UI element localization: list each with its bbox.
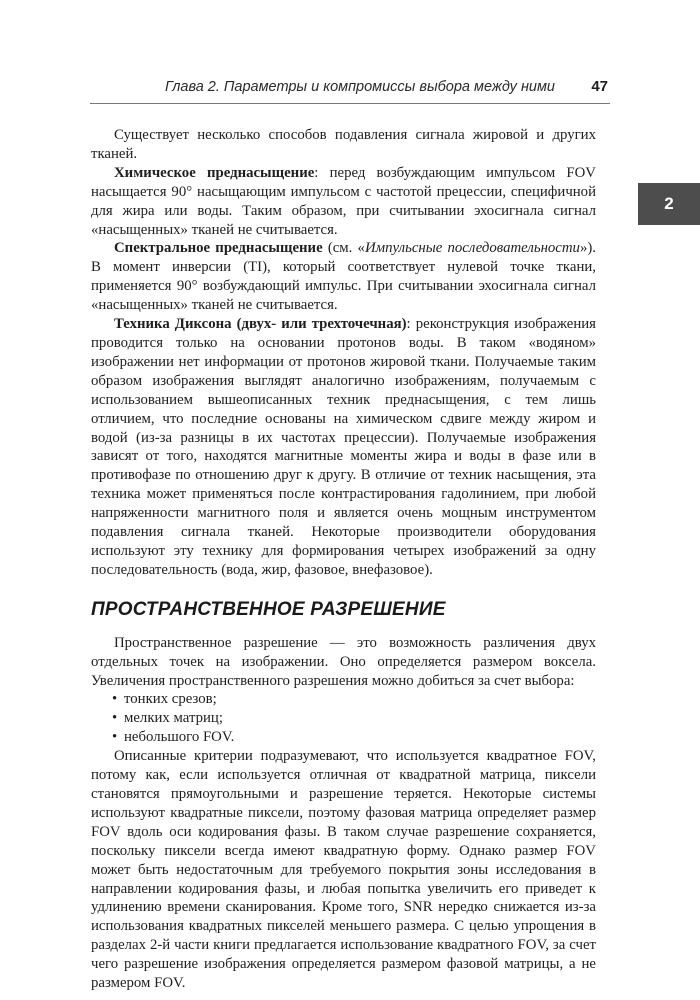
chapter-title: Глава 2. Параметры и компромиссы выбора между ними — [164, 79, 555, 95]
dixon-technique-paragraph — [91, 315, 596, 580]
resolution-criteria-list — [91, 690, 596, 747]
list-item: • мелких матриц; — [91, 709, 596, 728]
dixon-technique-term: Техника Диксона (двух- или трехточечная) — [114, 316, 407, 333]
spatial-resolution-intro: Пространственное разрешение — это возможность различения двух отдельных точек на изображении. Оно определяется размером воксела. Увеличения пространственного разрешения можно добиться за счет выбора: — [91, 634, 596, 689]
fat-suppression-intro: Существует несколько способов подавления сигнала жировой и других тканей. — [91, 127, 596, 162]
spectral-text-after: »). В момент инверсии (TI), который соответствует нулевой точке ткани, применяется 90° возбуждающий импульс. При считывании эхосигнала сигнал «насыщенных» тканей не считывается. — [91, 240, 596, 314]
chapter-thumb-tab — [638, 183, 700, 225]
spectral-presaturation-paragraph — [91, 239, 596, 315]
spatial-resolution-body: Описанные критерии подразумевают, что используется квадратное FOV, потому как, если используется отличная от квадратной матрица, пиксели становятся прямоугольными и разрешение теряется. Некоторые системы используют квадратные пиксели, поэтому фазовая матрица определяет размер FOV вдоль оси кодирования фазы. В таком случае разрешение сохраняется, поскольку пиксели всегда имеют квадратную форму. Однако размер FOV может быть недостаточным для требуемого покрытия зоны исследования в направлении кодирования фазы, и любая попытка увеличить его приведет к удлинению времени сканирования. Кроме того, SNR нередко снижается из-за использования квадратных пикселей меньшего размера. С целью упрощения в разделах 2-й части книги предлагается использование квадратного FOV, за счет чего разрешение изображения определяется размером фазовой матрицы, а не размером FOV. — [91, 748, 596, 992]
spectral-presaturation-term: Спектральное преднасыщение — [114, 240, 323, 257]
chemical-presaturation-paragraph — [91, 164, 596, 240]
chemical-presaturation-text: : перед возбуждающим импульсом FOV насыщается 90° насыщающим импульсом с частотой прецессии, специфичной для жира или воды. Таким образом, при считывании эхосигнала сигнал «насыщенных» тканей не считывается. — [91, 164, 596, 238]
spectral-text-before: (см. « — [322, 240, 365, 257]
chemical-presaturation-term: Химическое преднасыщение — [114, 164, 315, 181]
dixon-technique-text: : реконструкция изображения проводится только на основании протонов воды. В таком «водяном» изображении нет информации от протонов жировой ткани. Получаемые таким образом изображения выглядят аналогично изображениям, получаемым с использованием вышеописанных техник преднасыщения, с тем лишь отличием, что последние основаны на химическом сдвиге между жиром и водой (из-за разницы в их частотах прецессии). Получаемые изображения зависят от того, находятся магнитные моменты жира и воды в фазе или в противофазе по отношению друг к другу. В отличие от техник насыщения, эта техника может применяться после контрастирования гадолинием, при любой напряженности магнитного поля и является очень мощным инструментом подавления сигнала тканей. Некоторые производители оборудования используют эту технику для формирования четырех изображений за одну последовательность (вода, жир, фазовое, внефазовое). — [91, 316, 596, 578]
list-item: • тонких срезов; — [91, 690, 596, 709]
pulse-sequences-reference: Импульсные последовательности — [364, 240, 580, 257]
page-number: 47 — [591, 78, 608, 95]
list-item: • небольшого FOV. — [91, 728, 596, 747]
page-body — [91, 126, 596, 993]
section-title-spatial-resolution: ПРОСТРАНСТВЕННОЕ РАЗРЕШЕНИЕ — [91, 598, 446, 620]
chapter-thumb-tab-label: 2 — [664, 194, 674, 213]
running-header — [90, 77, 610, 104]
